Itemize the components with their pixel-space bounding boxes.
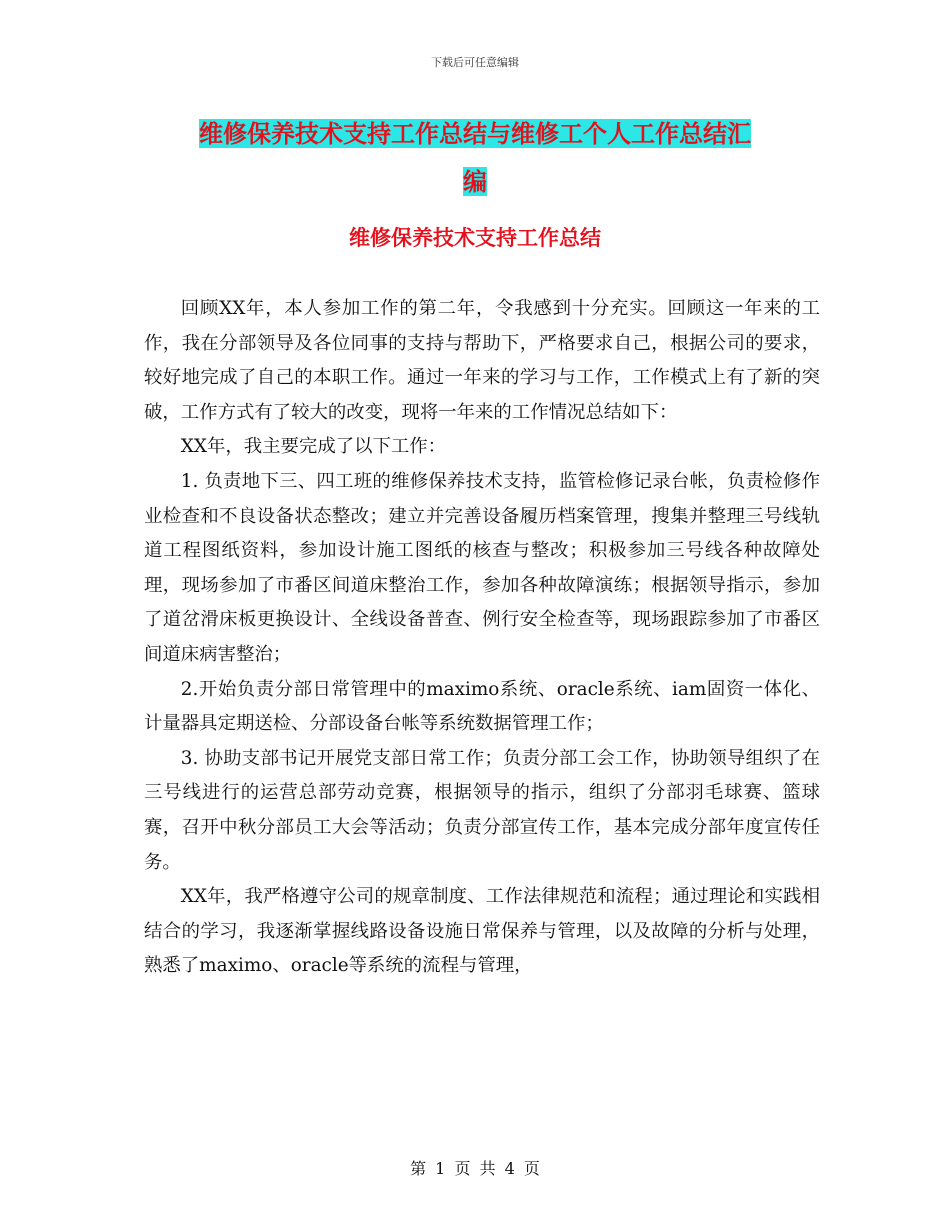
document-title bbox=[140, 110, 810, 206]
section-title: 维修保养技术支持工作总结 bbox=[349, 225, 601, 250]
document-title-line-1: 维修保养技术支持工作总结与维修工个人工作总结汇 bbox=[199, 119, 751, 148]
paragraph: 3. 协助支部书记开展党支部日常工作；负责分部工会工作，协助领导组织了在三号线进行的运营总部劳动竞赛，根据领导的指示，组织了分部羽毛球赛、篮球赛，召开中秋分部员工大会等活动；负责分部宣传工作，基本完成分部年度宣传任务。 bbox=[144, 747, 820, 873]
paragraph: XX年，我严格遵守公司的规章制度、工作法律规范和流程；通过理论和实践相结合的学习，我逐渐掌握线路设备设施日常保养与管理，以及故障的分析与处理，熟悉了maximo、oracle等系统的流程与管理， bbox=[144, 886, 820, 977]
paragraph: 1. 负责地下三、四工班的维修保养技术支持，监管检修记录台帐，负责检修作业检查和不良设备状态整改；建立并完善设备履历档案管理，搜集并整理三号线轨道工程图纸资料，参加设计施工图纸的核查与整改；积极参加三号线各种故障处理，现场参加了市番区间道床整治工作，参加各种故障演练；根据领导指示，参加了道岔滑床板更换设计、全线设备普查、例行安全检查等，现场跟踪参加了市番区间道床病害整治； bbox=[144, 470, 820, 665]
page-header: 下载后可任意编辑 bbox=[431, 56, 519, 69]
document-title-line-2: 编 bbox=[463, 167, 487, 196]
paragraph: 回顾XX年，本人参加工作的第二年，令我感到十分充实。回顾这一年来的工作，我在分部领导及各位同事的支持与帮助下，严格要求自己，根据公司的要求，较好地完成了自己的本职工作。通过一年来的学习与工作，工作模式上有了新的突破，工作方式有了较大的改变，现将一年来的工作情况总结如下： bbox=[144, 298, 820, 423]
body-text bbox=[144, 292, 820, 984]
paragraph: 2.开始负责分部日常管理中的maximo系统、oracle系统、iam固资一体化、计量器具定期送检、分部设备台帐等系统数据管理工作； bbox=[144, 678, 820, 735]
paragraph: XX年，我主要完成了以下工作： bbox=[180, 436, 447, 458]
page-footer: 第 1 页 共 4 页 bbox=[410, 1159, 540, 1178]
